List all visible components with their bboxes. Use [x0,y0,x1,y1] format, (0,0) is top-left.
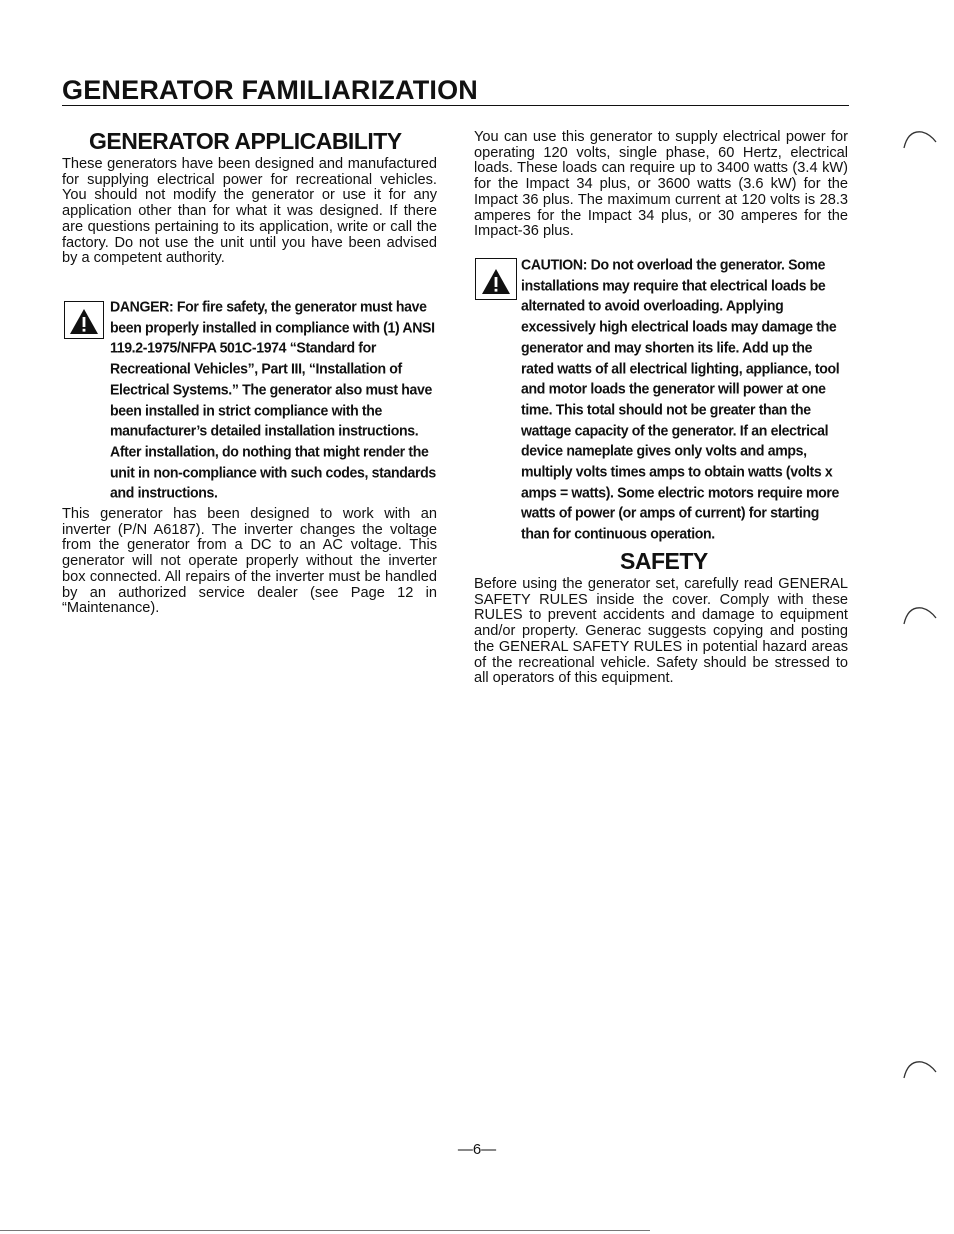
safety-heading: SAFETY [620,548,708,574]
page-title: GENERATOR FAMILIARIZATION [62,75,478,105]
caution-warning-box [475,258,517,300]
warning-triangle-icon [69,307,99,335]
warning-triangle-icon [481,267,511,295]
applicability-heading: GENERATOR APPLICABILITY [89,128,402,154]
title-rule [62,105,849,106]
hole-punch-mark [900,1058,940,1084]
footer-rule [0,1230,650,1231]
danger-warning-box [64,301,104,339]
hole-punch-mark [900,128,940,154]
hole-punch-mark [900,604,940,630]
power-paragraph: You can use this generator to supply electrical power for operating 120 volts, single phase, 60 Hertz, electrical loads. These loads can require up to 3400 watts (3.4 kW) for the Impact 34 plus, or 3600 watts (3.6 kW) for the Impact 36 plus. The maximum current at 120 volts is 28.3 amperes for the Impact 34 plus, or 30 amperes for the Impact-36 plus. [474,129,848,240]
safety-paragraph: Before using the generator set, carefully read GENERAL SAFETY RULES inside the cover. Comply with these RULES to prevent accidents and damage to equipment and/or property. Generac suggests copying and posting the GENERAL SAFETY RULES in potential hazard areas of the recreational vehicle. Safety should be stressed to all operators of this equipment. [474,576,848,687]
page-number: —6— [457,1141,497,1158]
inverter-paragraph: This generator has been designed to work with an inverter (P/N A6187). The inverter changes the voltage from the generator from a DC to an AC voltage. This generator will not operate properly without the inverter box connected. All repairs of the inverter must be handled by an authorized service dealer (see Page 12 in “Maintenance). [62,506,437,617]
caution-text: CAUTION: Do not overload the generator. Some installations may require that electrical loads be alternated to avoid overloading. Applying excessively high electrical loads may damage the generator and may shorten its life. Add up the rated watts of all electrical lighting, appliance, tool and motor loads the generator will power at one time. This total should not be greater than the wattage capacity of the generator. If an electrical device nameplate gives only volts and amps, multiply volts times amps to obtain watts (volts x amps = watts). Some electric motors require more watts of power (or amps of current) for starting than for continuous operation. [521,256,840,542]
applicability-intro: These generators have been designed and manufactured for supplying electrical power for recreational vehicles. You should not modify the generator or use it for any application other than for what it was designed. If there are questions pertaining to its application, write or call the factory. Do not use the unit until you have been advised by a competent authority. [62,156,437,267]
danger-text: DANGER: For fire safety, the generator must have been properly installed in compliance with (1) ANSI 119.2-1975/NFPA 501C-1974 “Standard for Recreational Vehicles”, Part III, “Installation of Electrical Systems.” The generator also must have been installed in strict compliance with the manufacturer’s detailed installation instructions. After installation, do nothing that might render the unit in non-compliance with such codes, standards and instructions. [110,298,436,502]
